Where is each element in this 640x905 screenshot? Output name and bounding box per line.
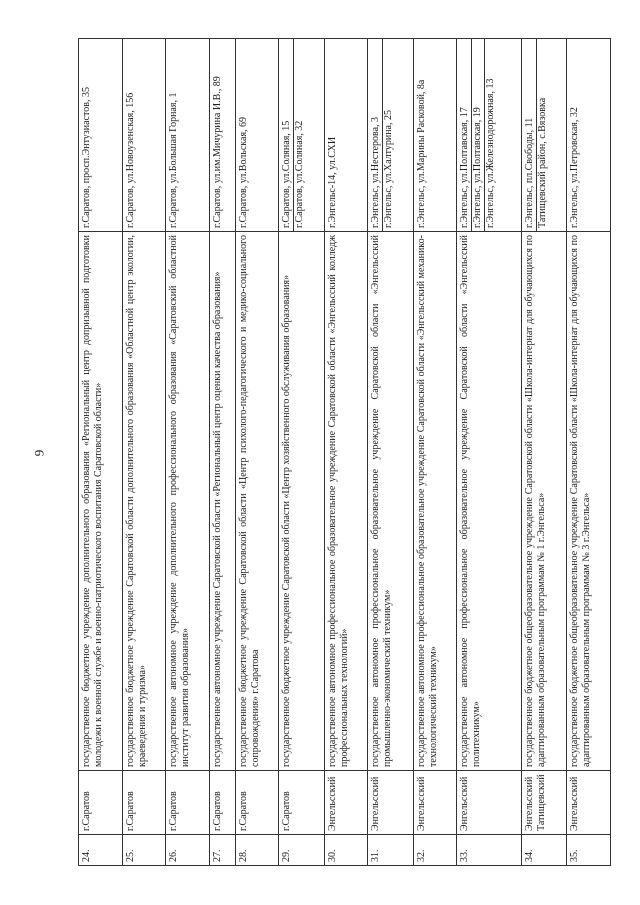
district-cell: Энгельсский <box>457 771 522 835</box>
address-cell <box>166 39 210 232</box>
table-row <box>368 39 413 866</box>
address-line: г.Энгельс, ул.Полтавская, 19 <box>472 39 485 231</box>
table-row <box>413 39 457 866</box>
address-line: г.Энгельс, ул.Железнодорожная, 13 <box>485 78 497 228</box>
institution-name: государственное бюджетное учреждение дополнительного образования «Региональный центр допризывной подготовки молодежи к военной службе и военно-патриотического воспитания Саратовской области» <box>79 232 123 771</box>
institutions-table-sheet <box>78 38 611 866</box>
table-row <box>324 39 368 866</box>
address-line: г.Энгельс, ул.Полтавская, 17 <box>459 39 472 231</box>
address-cell <box>567 39 611 232</box>
address-cell <box>210 39 236 232</box>
row-number: 33. <box>457 835 522 866</box>
row-number: 32. <box>413 835 457 866</box>
table-row <box>457 39 522 866</box>
address-line: г.Саратов, ул.Соляная, 15 <box>281 39 294 231</box>
address-cell <box>235 39 279 232</box>
district-cell: Энгельсский Татищевский <box>522 771 567 835</box>
address-line: г.Саратов, ул.им.Мичурина И.В., 89 <box>212 76 224 228</box>
district-cell: Энгельсский <box>413 771 457 835</box>
institution-name: государственное автономное учреждение Саратовской области «Региональный центр оценки качества образования» <box>210 232 236 771</box>
district-cell: Энгельсский <box>324 771 368 835</box>
address-line: г.Саратов, ул.Вольская, 69 <box>237 116 249 228</box>
district-cell: г.Саратов <box>210 771 236 835</box>
address-line: Татищевский район, с.Вязовка <box>537 97 549 228</box>
address-cell <box>413 39 457 232</box>
address-cell <box>522 39 567 232</box>
table-row <box>235 39 279 866</box>
address-cell <box>368 39 413 232</box>
district-cell: Энгельсский <box>567 771 611 835</box>
row-number: 34. <box>522 835 567 866</box>
institution-name: государственное бюджетное общеобразовательное учреждение Саратовской области «Школа-интернат для обучающихся по адаптированным образовательным программам № 1 г.Энгельса» <box>522 232 567 771</box>
row-number: 24. <box>79 835 123 866</box>
institution-name: государственное автономное профессиональное образовательное учреждение Саратовской области «Энгельсский механико-технологический техникум» <box>413 232 457 771</box>
institution-name: государственное бюджетное учреждение Саратовской области «Центр хозяйственного обслуживания образования» <box>279 232 324 771</box>
table-row <box>79 39 123 866</box>
address-cell <box>324 39 368 232</box>
address-line: г.Энгельс, ул.Нестерова, 3 <box>370 39 383 231</box>
address-line: г.Саратов, ул.Большая Горная, 1 <box>168 92 180 228</box>
table-row <box>567 39 611 866</box>
page-number: 9 <box>31 449 47 457</box>
institution-name: государственное автономное профессиональное образовательное учреждение Саратовской области «Энгельсский промышленно-экономический техникум» <box>368 232 413 771</box>
table-row <box>122 39 166 866</box>
address-line: г.Энгельс, ул.Халтурина, 25 <box>383 110 395 228</box>
address-line: г.Энгельс-14, ул.СХИ <box>326 136 338 228</box>
institutions-table <box>78 38 611 866</box>
district-cell: г.Саратов <box>166 771 210 835</box>
table-body <box>79 39 611 866</box>
address-cell <box>457 39 522 232</box>
row-number: 30. <box>324 835 368 866</box>
address-cell <box>279 39 324 232</box>
institution-name: государственное бюджетное учреждение Саратовской области «Центр психолого-педагогического и медико-социального сопровождения» г.Саратова <box>235 232 279 771</box>
institution-name: государственное автономное профессиональное образовательное учреждение Саратовской области «Энгельсский колледж профессиональных технологий» <box>324 232 368 771</box>
row-number: 35. <box>567 835 611 866</box>
district-cell: Энгельсский <box>368 771 413 835</box>
district-cell: г.Саратов <box>279 771 324 835</box>
institution-name: государственное бюджетное учреждение Саратовской области дополнительного образования «Областной центр экологии, краеведения и туризма» <box>122 232 166 771</box>
district-cell: г.Саратов <box>235 771 279 835</box>
table-row <box>522 39 567 866</box>
institution-name: государственное автономное профессиональное образовательное учреждение Саратовской области «Энгельсский политехникум» <box>457 232 522 771</box>
address-line: г.Саратов, ул.Соляная, 32 <box>294 120 306 228</box>
row-number: 28. <box>235 835 279 866</box>
address-cell <box>79 39 123 232</box>
address-line: г.Саратов, ул.Новоузенская, 156 <box>124 92 136 228</box>
address-line: г.Энгельс, ул.Петровская, 32 <box>569 107 581 228</box>
address-line: г.Саратов, просп.Энтузиастов, 35 <box>81 87 92 228</box>
address-line: г.Энгельс, ул.Марины Расковой, 8а <box>415 79 427 228</box>
district-cell: г.Саратов <box>122 771 166 835</box>
address-cell <box>122 39 166 232</box>
table-row <box>210 39 236 866</box>
district-cell: г.Саратов <box>79 771 123 835</box>
row-number: 26. <box>166 835 210 866</box>
table-row <box>279 39 324 866</box>
institution-name: государственное автономное учреждение дополнительного профессионального образования «Саратовский областной институт развития образования» <box>166 232 210 771</box>
row-number: 29. <box>279 835 324 866</box>
row-number: 27. <box>210 835 236 866</box>
row-number: 31. <box>368 835 413 866</box>
institution-name: государственное бюджетное общеобразовательное учреждение Саратовской области «Школа-интернат для обучающихся по адаптированным образовательным программам № 3 г.Энгельса» <box>567 232 611 771</box>
table-row <box>166 39 210 866</box>
row-number: 25. <box>122 835 166 866</box>
address-line: г.Энгельс, пл.Свободы, 11 <box>524 39 537 231</box>
